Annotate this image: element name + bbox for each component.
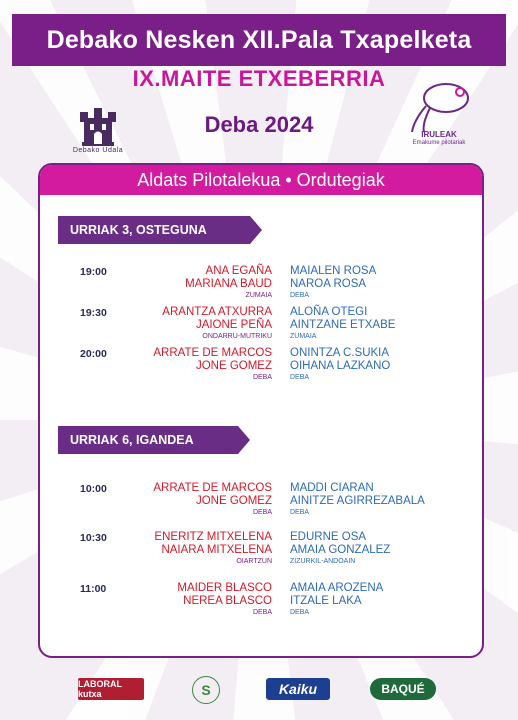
left-club: ONDARRU-MUTRIKU [202, 333, 272, 340]
day-label: URRIAK 3, OSTEGUNA [70, 223, 207, 237]
left-club: DEBA [252, 374, 272, 381]
sponsor-strip [0, 670, 518, 710]
kaiku-logo: Kaiku [266, 678, 330, 700]
day-header [58, 426, 238, 454]
right-player: MADDI CIARAN [290, 482, 374, 494]
left-player: MARIANA BAUD [185, 278, 272, 290]
right-club: DEBA [290, 374, 310, 381]
baque-logo: BAQUÉ [370, 678, 436, 700]
right-pair [290, 482, 425, 518]
left-club: DEBA [252, 609, 272, 616]
right-pair [290, 306, 395, 342]
iruleak-subtitle: Emakume pilotariak [412, 140, 466, 146]
right-club: DEBA [290, 509, 310, 516]
left-club: DEBA [252, 509, 272, 516]
udala-logo-text: Debako Udala [72, 147, 124, 154]
left-player: ANA EGAÑA [205, 265, 272, 277]
left-pair [162, 306, 272, 342]
match-time: 20:00 [80, 348, 107, 360]
right-player: AMAIA GONZALEZ [290, 544, 391, 556]
day-label: URRIAK 6, IGANDEA [70, 433, 194, 447]
right-player: MAIALEN ROSA [290, 265, 377, 277]
right-pair [290, 531, 390, 567]
left-club: OIARTZUN [236, 558, 272, 565]
right-club: DEBA [290, 292, 310, 299]
left-pair [153, 482, 272, 518]
left-pair [185, 265, 272, 301]
left-pair [153, 347, 272, 383]
day-arrow-shape [238, 426, 250, 454]
card-heading: Aldats Pilotalekua • Ordutegiak [40, 165, 482, 195]
left-player: MAIDER BLASCO [177, 582, 272, 594]
left-player: JONE GOMEZ [195, 360, 272, 372]
right-player: ONINTZA C.SUKIA [290, 347, 390, 359]
left-pair [177, 582, 272, 618]
left-player: NEREA BLASCO [183, 595, 272, 607]
match-time: 10:00 [80, 483, 107, 495]
left-player: JAIONE PEÑA [195, 319, 272, 331]
left-club: ZUMAIA [245, 292, 272, 299]
right-pair [290, 265, 376, 301]
match-time: 11:00 [80, 583, 107, 595]
left-player: NAIARA MITXELENA [161, 544, 272, 556]
match-time: 10:30 [80, 532, 107, 544]
schedule-card [38, 163, 484, 658]
left-player: ENERITZ MITXELENA [154, 531, 272, 543]
right-pair [290, 582, 383, 618]
iruleak-logo-text [398, 130, 480, 148]
right-player: AINITZE AGIRREZABALA [290, 495, 425, 507]
right-club: DEBA [290, 609, 310, 616]
left-player: ARRATE DE MARCOS [153, 347, 272, 359]
sponsor-circle-logo: S [192, 676, 220, 704]
right-pair [290, 347, 390, 383]
right-player: ITZALE LAKA [290, 595, 362, 607]
left-player: ARANTZA ATXURRA [162, 306, 272, 318]
place-year: Deba 2024 [204, 112, 314, 137]
tournament-subtitle: IX.MAITE ETXEBERRIA [132, 66, 386, 91]
right-player: AINTZANE ETXABE [290, 319, 396, 331]
left-player: ARRATE DE MARCOS [153, 482, 272, 494]
right-club: ZIZURKIL-ANDOAIN [290, 558, 356, 565]
page-title: Debako Nesken XII.Pala Txapelketa [12, 14, 506, 66]
right-player: OIHANA LAZKANO [290, 360, 391, 372]
left-player: JONE GOMEZ [195, 495, 272, 507]
match-time: 19:00 [80, 266, 107, 278]
right-player: NAROA ROSA [290, 278, 367, 290]
match-time: 19:30 [80, 307, 107, 319]
iruleak-name: IRULEAK [421, 130, 457, 139]
left-pair [154, 531, 272, 567]
day-header [58, 216, 250, 244]
right-player: ALOÑA OTEGI [290, 306, 368, 318]
right-club: ZUMAIA [290, 333, 317, 340]
laboral-kutxa-logo: LABORAL kutxa [78, 678, 144, 700]
right-player: AMAIA AROZENA [290, 582, 384, 594]
right-player: EDURNE OSA [290, 531, 367, 543]
day-arrow-shape [250, 216, 262, 244]
